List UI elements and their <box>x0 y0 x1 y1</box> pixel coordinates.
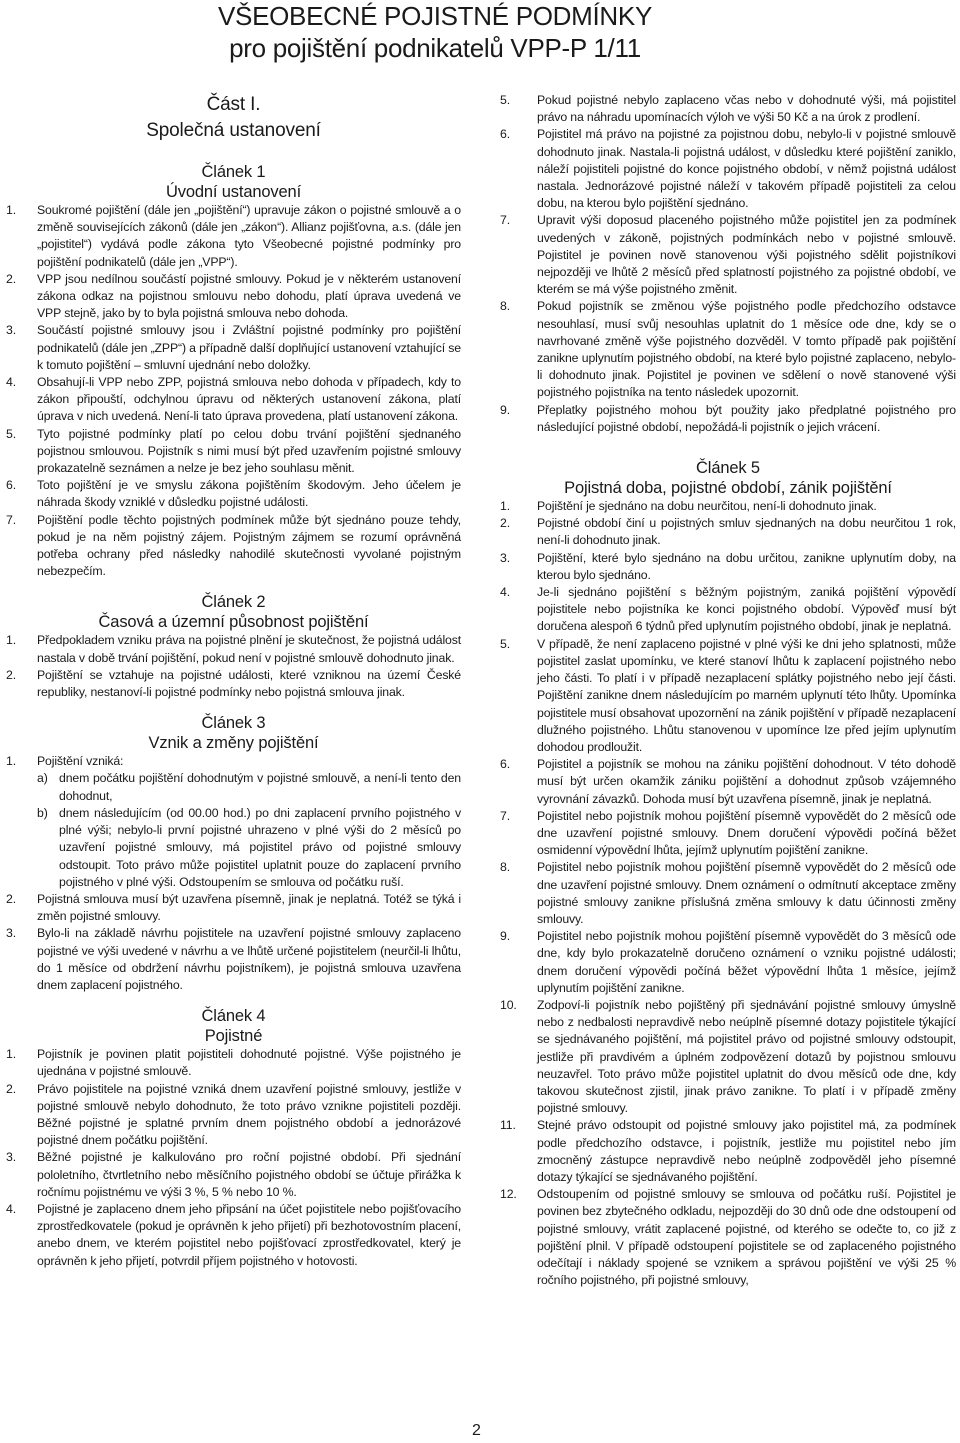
item-number: 1. <box>6 1047 16 1062</box>
list-item <box>6 753 461 891</box>
item-number: 2. <box>500 516 510 531</box>
list-item <box>500 126 956 212</box>
item-number: 1. <box>6 754 16 769</box>
item-number: 7. <box>6 512 16 527</box>
item-text: Pojistník je povinen platit pojistiteli dohodnuté pojistné. Výše pojistného je ujednána v pojistné smlouvě. <box>37 1047 461 1079</box>
item-text: V případě, že není zaplaceno pojistné v plné výši ke dni jeho splatnosti, může pojistitel zaslat upomínku, ve které stanoví lhůtu k zaplacení pojistného nebo jeho části. To platí i v případě nezaplacení splátky pojistného nebo její části. Pojištění zanikne dnem následujícím po marném uplynutí této lhůty. Upomínka pojistitele musí obsahovat upozornění na zánik pojištění v případě nezaplacení dlužného pojistného. Lhůtu stanovenou v upomínce lze před jejím uplynutím dohodou prodloužit. <box>537 636 956 754</box>
list-item <box>6 512 461 581</box>
item-number: 7. <box>500 213 510 228</box>
list-item <box>500 756 956 808</box>
article-4-body-continued <box>500 92 956 436</box>
item-text: Pojistitel nebo pojistník mohou pojištění písemně vypovědět do 2 měsíců ode dne uzavření pojistné smlouvy. Dnem doručení výpovědi počíná běžet osmidenní výpovědní lhůta, jejímž uplynutím pojištění zanikne. <box>537 808 956 858</box>
sub-text: dnem následujícím (od 00.00 hod.) po dni zaplacení prvního pojistného v plné výši; nebylo-li první pojistné uhrazeno v plné výši do 2 měsíců po uzavření pojistné smlouvy, má pojistitel právo od pojistné smlouvy odstoupit. Toto právo může pojistitel uplatnit pouze do zaplacení prvního pojistného v plné výši. Odstoupením se smlouva od počátku ruší. <box>59 805 461 889</box>
list-item <box>6 1149 461 1201</box>
item-text: Pojistitel má právo na pojistné za pojistnou dobu, nebylo-li v pojistné smlouvě dohodnuto jinak. Nastala-li pojistná událost, v důsledku které pojištění zaniklo, náleží pojistiteli pojistné do konce pojistného období, v němž pojistná událost nastala. Jednorázové pojistné náleží v takovém případě pojistiteli za celou dobu, na kterou bylo pojištění sjednáno. <box>537 127 956 211</box>
item-number: 4. <box>6 375 16 390</box>
item-number: 2. <box>6 667 16 682</box>
item-number: 2. <box>6 1081 16 1096</box>
item-lead: Pojištění vzniká: <box>37 754 124 769</box>
item-number: 1. <box>6 633 16 648</box>
item-number: 3. <box>6 1150 16 1165</box>
list-item <box>500 584 956 636</box>
item-text: Tyto pojistné podmínky platí po celou dobu trvání pojištění sjednaného pojistnou smlouvou. Pojistník s nimi musí být před uzavřením pojistné smlouvy prokazatelně seznámen a nelze je bez jeho souhlasu měnit. <box>37 426 461 476</box>
list-item <box>6 202 461 271</box>
item-number: 9. <box>500 929 510 944</box>
right-column <box>500 92 956 1289</box>
article-1-title: Úvodní ustanovení <box>165 183 302 201</box>
list-item <box>500 212 956 298</box>
item-text: Pojistitel a pojistník se mohou na zániku pojištění dohodnout. V této dohodě musí být určen okamžik zániku pojištění a dohodnut způsob vzájemného vyrovnání závazků. Dohoda musí být uzavřena písemně, jinak je neplatná. <box>537 757 956 806</box>
list-item <box>500 997 956 1117</box>
article-3-body <box>6 753 461 994</box>
item-text: Toto pojištění je ve smyslu zákona pojištěním škodovým. Jeho účelem je náhrada škody vzniklé v důsledku pojistné události. <box>37 478 461 510</box>
sub-letter: b) <box>37 805 48 820</box>
item-text: Předpokladem vzniku práva na pojistné plnění je skutečnost, že pojistná událost nastala v době trvání pojištění, pokud není v pojistné smlouvě dohodnuto jinak. <box>37 633 461 665</box>
sub-item <box>37 805 461 891</box>
article-5-body <box>500 498 956 1289</box>
list-item <box>6 632 461 666</box>
item-text: Pojistné je zaplaceno dnem jeho připsání na účet pojistitele nebo pojišťovacího zprostředkovatele (pokud je oprávněn k jeho přijetí) při bezhotovostním placení, anebo dnem, ve kterém pojistitel nebo pojišťovací zprostředkovatel, který je oprávněn k jeho přijetí, potvrdil příjem pojistného v hotovosti. <box>37 1201 461 1268</box>
item-text: Pokud pojistník se změnou výše pojistného podle předchozího odstavce nesouhlasí, musí svůj nesouhlas uplatnit do 1 měsíce ode dne, kdy se o navrhované změně výše pojistného dozvěděl. V tomto případě pak pojištění zanikne uplynutím pojistného období, na které bylo pojistné zaplaceno, nebylo-li dohodnuto jinak. Pojistitel je povinen ve sdělení o nově stanovené výši pojistného pojistníka na tento následek upozornit. <box>537 299 956 400</box>
part-name: Společná ustanovení <box>146 120 321 141</box>
list-item <box>500 636 956 756</box>
item-text: Přeplatky pojistného mohou být použity jako předplatné pojistného pro následující pojistné období, nepožádá-li pojistník o jejich vrácení. <box>537 402 956 434</box>
item-number: 5. <box>6 426 16 441</box>
article-1-label: Článek 1 <box>201 163 266 181</box>
item-text: Součástí pojistné smlouvy jsou i Zvláštní pojistné podmínky pro pojištění podnikatelů (dále jen „ZPP“) a případně další doplňující ustanovení vztahující se k tomuto pojištění – smluvní ujednání nebo doložky. <box>37 323 461 372</box>
article-5-label: Článek 5 <box>696 459 760 478</box>
item-number: 8. <box>500 860 510 875</box>
article-4-title: Pojistné <box>204 1027 263 1046</box>
list-item <box>6 925 461 994</box>
item-text: Pojištění podle těchto pojistných podmínek může být sjednáno pouze tehdy, pokud je na něm pojistný zájem. Pojistným zájmem se rozumí oprávněná potřeba ochrany před následky nahodilé skutečnosti vyvolané pojistným nebezpečím. <box>37 512 461 579</box>
item-number: 2. <box>6 891 16 906</box>
item-text: Pojistitel nebo pojistník mohou pojištění písemně vypovědět do 2 měsíců ode dne uzavření pojistné smlouvy. Dnem oznámení o odmítnutí akceptace změny pojistné smlouvy zanikne příslušná změna smlouvy k datu účinnosti změny smlouvy. <box>537 860 956 926</box>
list-item <box>6 1046 461 1080</box>
article-3-title: Vznik a změny pojištění <box>148 734 319 753</box>
article-2-body <box>6 632 461 701</box>
list-item <box>500 298 956 401</box>
item-number: 1. <box>500 499 510 514</box>
item-text: Odstoupením od pojistné smlouvy se smlouva od počátku ruší. Pojistitel je povinen bez zbytečného odkladu, nejpozději do 30 dnů ode dne odstoupení od pojistné smlouvy, vrátit zaplacené pojistné, od kterého se odečte to, co již z pojištění plnil. V případě odstoupení pojistitele se od zaplaceného pojistného odečítají i náklady spojené se vznikem a správou pojištění ve výši 25 % ročního pojistného, při pojistné smlouvy, <box>537 1187 956 1288</box>
item-text: VPP jsou nedílnou součástí pojistné smlouvy. Pokud je v některém ustanovení zákona odkaz na pojistnou smlouvu nebo dohodu, platí úprava uvedená ve VPP stejně, jako by to byla pojistná smlouva nebo dohoda. <box>37 271 461 321</box>
article-3-label: Článek 3 <box>201 714 266 733</box>
item-text: Bylo-li na základě návrhu pojistitele na uzavření pojistné smlouvy zaplaceno pojistné ve výši uvedené v návrhu a ve lhůtě určené pojistitelem (neurčil-li lhůtu, do 1 měsíce od obdržení návrhu pojistníkem), je pojistná smlouva uzavřena dnem zaplacení pojistného. <box>37 926 461 992</box>
list-item <box>500 92 956 126</box>
list-item <box>500 1117 956 1186</box>
list-item <box>6 891 461 925</box>
item-number: 1. <box>6 203 16 217</box>
item-text: Pojistná smlouva musí být uzavřena písemně, jinak je neplatná. Totéž se týká i změn pojistné smlouvy. <box>37 891 461 924</box>
item-number: 5. <box>500 93 510 107</box>
item-number: 3. <box>6 926 16 941</box>
sub-item <box>37 770 461 804</box>
item-text: Zodpoví-li pojistník nebo pojištěný při sjednávání pojistné smlouvy úmyslně nebo z nedbalosti nepravdivě nebo neúplně písemné dotazy pojistitele týkající se sjednávaného pojištění, má pojistitel právo od pojistné smlouvy odstoupit, jestliže při pravdivém a úplném zodpovězení dotazů by pojistnou smlouvu neuzavřel. Toto právo může pojistitel uplatnit do dvou měsíců ode dne, kdy takovou skutečnost zjistil, jinak právo zanikne. To platí i v případě změny pojistné smlouvy. <box>537 997 956 1116</box>
item-text: Pokud pojistné nebylo zaplaceno včas nebo v dohodnuté výši, má pojistitel právo na náhradu upomínacích výloh ve výši 50 Kč a na úrok z prodlení. <box>537 93 956 125</box>
item-number: 4. <box>500 585 510 600</box>
item-text: Běžné pojistné je kalkulováno pro roční pojistné období. Při sjednání pololetního, čtvrtletního nebo měsíčního pojistného období se účtuje přirážka k ročnímu pojistnému ve výši 3 %, 5 % nebo 10 %. <box>37 1150 461 1199</box>
item-number: 5. <box>500 636 510 651</box>
item-number: 3. <box>500 550 510 565</box>
list-item <box>6 477 461 511</box>
list-item <box>6 271 461 323</box>
item-number: 8. <box>500 299 510 314</box>
item-text <box>37 753 461 891</box>
item-text: Pojištění, které bylo sjednáno na dobu určitou, zanikne uplynutím doby, na kterou bylo sjednáno. <box>537 550 956 582</box>
item-number: 12. <box>500 1187 517 1202</box>
item-text: Pojištění je sjednáno na dobu neurčitou, není-li dohodnuto jinak. <box>537 499 877 514</box>
item-number: 9. <box>500 402 510 417</box>
document-title <box>200 0 670 64</box>
sub-letter: a) <box>37 771 48 786</box>
title-line-2: pro pojištění podnikatelů VPP-P 1/11 <box>229 33 641 63</box>
item-text: Upravit výši doposud placeného pojistného může pojistitel jen za podmínek uvedených v zákoně, pojistných podmínkách nebo v pojistné smlouvě. Pojistitel je povinen nově stanovenou výši pojistného sdělit pojistníkovi nejpozději ve lhůtě 2 měsíců před splatností pojistného za pojistné období, ve kterém se má výše pojistného změnit. <box>537 213 956 297</box>
article-2-title: Časová a územní působnost pojištění <box>98 613 369 632</box>
list-item <box>500 550 956 584</box>
sub-text: dnem počátku pojištění dohodnutým v pojistné smlouvě, a není-li tento den dohodnut, <box>59 771 461 803</box>
item-number: 7. <box>500 808 510 823</box>
item-text: Obsahují-li VPP nebo ZPP, pojistná smlouva nebo dohoda v případech, kdy to zákon připouští, odchylnou úpravu od některých ustanovení zákona, platí úprava v nich uvedená. Není-li tato úprava provedena, platí ustanovení zákona. <box>37 375 461 424</box>
list-item <box>500 928 956 997</box>
item-text: Soukromé pojištění (dále jen „pojištění“) upravuje zákon o pojistné smlouvě a o změně souvisejících zákonů (dále jen „zákon“). Allianz pojišťovna, a.s. (dále jen „pojistitel“) vydává podle zákona tyto Všeobecné pojistné podmínky pro pojištění podnikatelů (dále jen „VPP“). <box>37 203 461 269</box>
item-number: 6. <box>6 478 16 493</box>
item-number: 2. <box>6 271 16 286</box>
list-item <box>500 859 956 928</box>
list-item <box>6 322 461 374</box>
item-number: 3. <box>6 323 16 338</box>
list-item <box>500 1186 956 1289</box>
list-item <box>6 1201 461 1270</box>
item-text: Právo pojistitele na pojistné vzniká dnem uzavření pojistné smlouvy, jestliže v pojistné smlouvě nebylo dohodnuto, že toto právo vznikne pojistiteli později. Běžné pojistné je splatné prvním dnem pojistného období a jednorázové pojistné dnem počátku pojištění. <box>37 1081 461 1148</box>
item-number: 6. <box>500 757 510 772</box>
list-item <box>6 1081 461 1150</box>
list-item <box>500 808 956 860</box>
article-2-label: Článek 2 <box>201 593 266 612</box>
item-text: Pojistitel nebo pojistník mohou pojištění písemně vypovědět do 3 měsíců ode dne, kdy bylo prokazatelně doručeno oznámení o vzniku pojistné události; dnem doručení výpovědi počíná běžet výpovědní lhůta 1 měsíce, jejímž uplynutím pojištění zanikne. <box>537 929 956 995</box>
item-text: Pojištění se vztahuje na pojistné události, které vzniknou na území České republiky, nestanoví-li pojistné podmínky nebo pojistná smlouva jinak. <box>37 667 461 700</box>
title-line-1: VŠEOBECNÉ POJISTNÉ PODMÍNKY <box>218 1 652 31</box>
list-item <box>6 426 461 478</box>
article-5-title: Pojistná doba, pojistné období, zánik pojištění <box>564 479 892 498</box>
part-label: Část I. <box>206 94 261 115</box>
list-item <box>6 667 461 701</box>
list-item <box>500 498 956 515</box>
article-1-body <box>6 202 461 580</box>
item-number: 10. <box>500 997 517 1012</box>
article-4-label: Článek 4 <box>201 1007 266 1026</box>
list-item <box>500 402 956 436</box>
list-item <box>500 515 956 549</box>
item-text: Je-li sjednáno pojištění s běžným pojistným, zaniká pojištění výpovědí pojistitele nebo pojistníka ke konci pojistného období. Výpověď musí být doručena alespoň 6 týdnů před uplynutím pojistného období, jinak je neplatná. <box>537 585 956 634</box>
left-column <box>6 92 461 1270</box>
item-number: 4. <box>6 1201 16 1216</box>
item-number: 6. <box>500 127 510 142</box>
item-number: 11. <box>500 1118 516 1133</box>
page-number: 2 <box>472 1422 481 1439</box>
item-text: Stejné právo odstoupit od pojistné smlouvy jako pojistitel má, za podmínek podle předchozího odstavce, i pojistník, jestliže mu pojistitel nebo jím zmocněný zástupce nepravdivě nebo neúplně zodpověděl jeho písemné dotazy týkající se sjednávaného pojištění. <box>537 1118 956 1184</box>
item-text: Pojistné období činí u pojistných smluv sjednaných na dobu neurčitou 1 rok, není-li dohodnuto jinak. <box>537 516 956 548</box>
list-item <box>6 374 461 426</box>
article-4-body <box>6 1046 461 1270</box>
